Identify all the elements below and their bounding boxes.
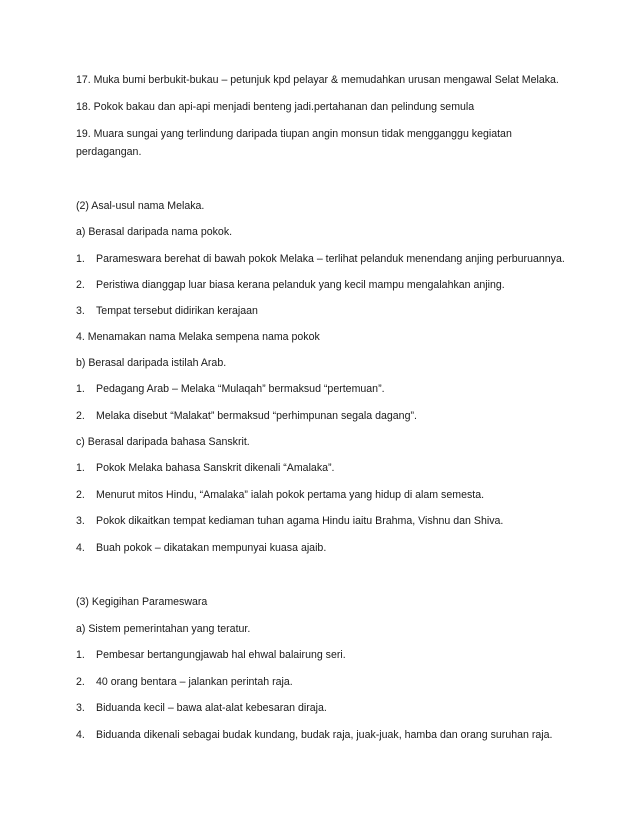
list-item [76, 383, 385, 396]
list-item [76, 489, 484, 502]
list-text: Buah pokok – dikatakan mempunyai kuasa ajaib. [96, 542, 327, 554]
paragraph-18: 18. Pokok bakau dan api-api menjadi benteng jadi.pertahanan dan pelindung semula [76, 101, 475, 113]
list-number: 1. [76, 383, 85, 395]
subsection-b-heading: b) Berasal daripada istilah Arab. [76, 357, 227, 369]
list-item [76, 410, 417, 423]
list-text: Pokok Melaka bahasa Sanskrit dikenali “Amalaka”. [96, 462, 335, 474]
list-text: Parameswara berehat di bawah pokok Melaka – terlihat pelanduk menendang anjing perburuannya. [96, 253, 565, 265]
list-number: 4. [76, 542, 85, 554]
list-number: 1. [76, 649, 85, 661]
list-item [76, 676, 293, 689]
list-item [76, 702, 327, 715]
list-number: 1. [76, 462, 85, 474]
list-item [76, 729, 552, 742]
subsection-c-heading: c) Berasal daripada bahasa Sanskrit. [76, 436, 250, 448]
list-text: Menurut mitos Hindu, “Amalaka” ialah pokok pertama yang hidup di alam semesta. [96, 489, 485, 501]
list-text: Pedagang Arab – Melaka “Mulaqah” bermaksud “pertemuan”. [96, 383, 385, 395]
list-text: Melaka disebut “Malakat” bermaksud “perhimpunan segala dagang”. [96, 410, 417, 422]
list-item [76, 542, 326, 555]
list-item [76, 253, 565, 266]
list-text: Biduanda dikenali sebagai budak kundang, budak raja, juak-juak, hamba dan orang suruhan raja. [96, 729, 553, 741]
list-item [76, 279, 505, 292]
list-text: Peristiwa dianggap luar biasa kerana pelanduk yang kecil mampu mengalahkan anjing. [96, 279, 505, 291]
paragraph-19-continuation: perdagangan. [76, 146, 142, 158]
list-text: Biduanda kecil – bawa alat-alat kebesaran diraja. [96, 702, 327, 714]
list-text: Tempat tersebut didirikan kerajaan [96, 305, 258, 317]
list-number: 4. [76, 729, 85, 741]
section-2-heading: (2) Asal-usul nama Melaka. [76, 200, 205, 212]
subsection-a-heading: a) Berasal daripada nama pokok. [76, 226, 233, 238]
list-text: 40 orang bentara – jalankan perintah raja. [96, 676, 293, 688]
list-number: 2. [76, 676, 85, 688]
list-number: 2. [76, 410, 85, 422]
list-item [76, 462, 334, 475]
list-number: 3. [76, 305, 85, 317]
list-item-4-inline: 4. Menamakan nama Melaka sempena nama pokok [76, 331, 320, 343]
list-item [76, 515, 503, 528]
section-3-heading: (3) Kegigihan Parameswara [76, 596, 208, 608]
list-item [76, 649, 346, 662]
list-number: 2. [76, 279, 85, 291]
list-number: 3. [76, 702, 85, 714]
list-text: Pembesar bertangungjawab hal ehwal balairung seri. [96, 649, 346, 661]
subsection-a-heading: a) Sistem pemerintahan yang teratur. [76, 623, 251, 635]
list-item [76, 305, 258, 318]
paragraph-17: 17. Muka bumi berbukit-bukau – petunjuk kpd pelayar & memudahkan urusan mengawal Selat Melaka. [76, 74, 559, 86]
list-text: Pokok dikaitkan tempat kediaman tuhan agama Hindu iaitu Brahma, Vishnu dan Shiva. [96, 515, 504, 527]
paragraph-19: 19. Muara sungai yang terlindung daripada tiupan angin monsun tidak mengganggu kegiatan [76, 128, 512, 140]
list-number: 2. [76, 489, 85, 501]
list-number: 1. [76, 253, 85, 265]
list-number: 3. [76, 515, 85, 527]
